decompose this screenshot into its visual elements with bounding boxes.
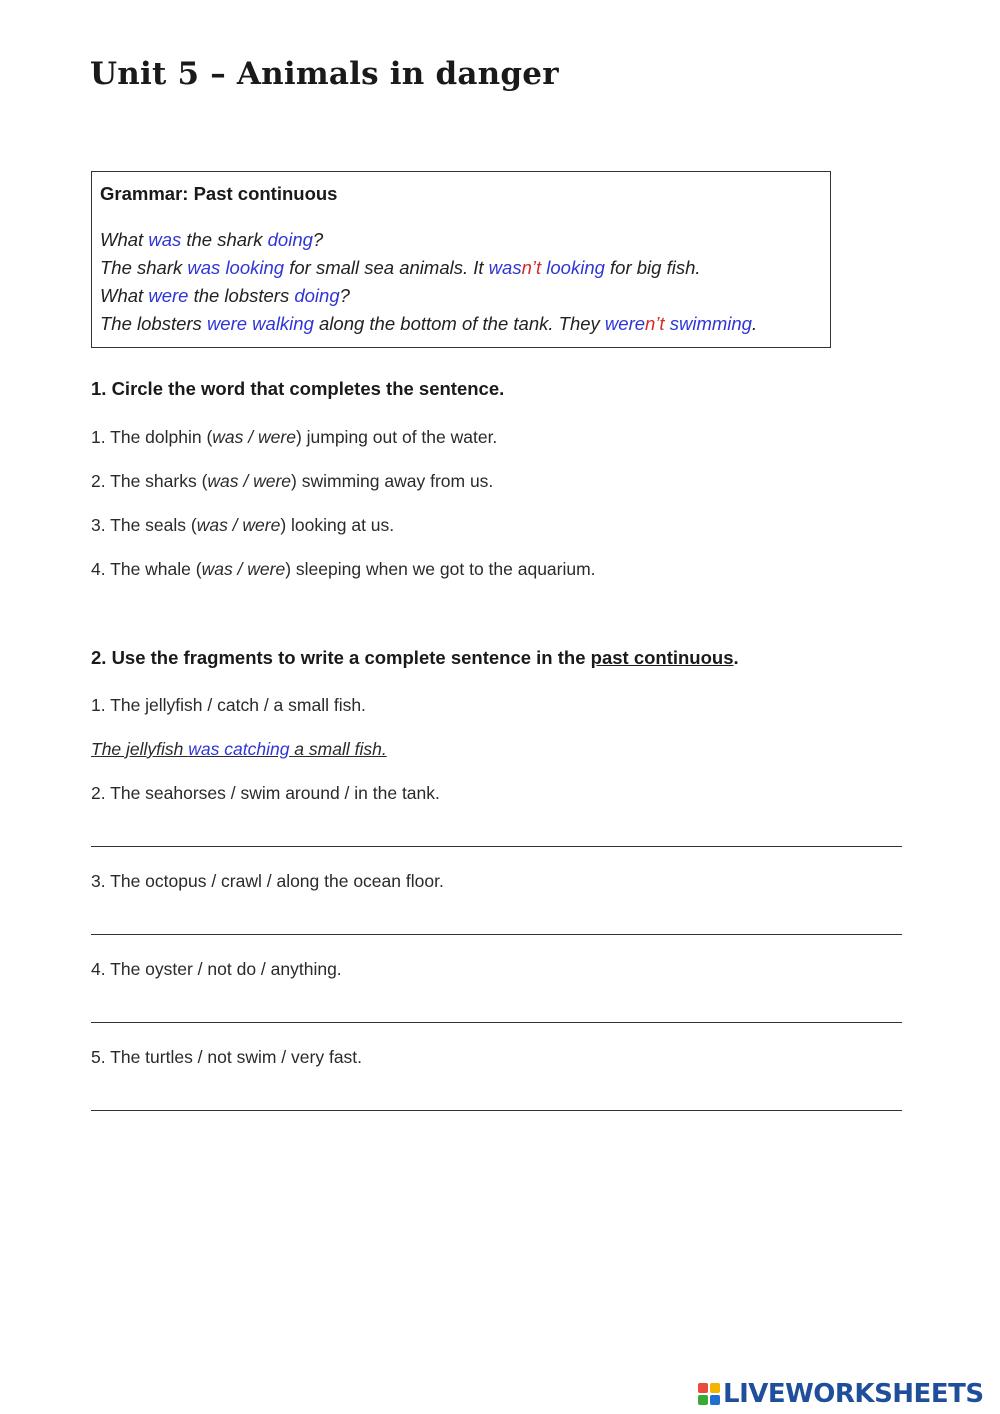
example-text: ? [339,285,350,306]
highlight-verb: doing [267,229,313,250]
example-text: along the bottom of the tank. They [313,313,605,334]
example-text: What [100,285,149,306]
fragment-prompt: 3. The octopus / crawl / along the ocean floor. [91,871,444,891]
logo-text: LIVEWORKSHEETS [723,1379,984,1409]
word-choice[interactable]: was / were [196,515,281,535]
answer-line[interactable] [91,846,902,847]
circle-item [91,515,394,536]
highlight-negation: n’t [521,257,542,278]
item-text-after: ) looking at us. [280,515,395,535]
answer-line[interactable] [91,1110,902,1111]
grammar-example-line [100,257,701,279]
grammar-example-line [100,285,350,307]
highlight-verb: was looking [187,257,285,278]
item-text-after: ) swimming away from us. [291,471,494,491]
item-text-after: ) sleeping when we got to the aquarium. [285,559,596,579]
highlight-verb: were walking [206,313,314,334]
circle-item [91,427,497,448]
section-2-heading-emphasis: past continuous [590,647,734,668]
example-answer-start: The jellyfish [91,739,189,759]
example-answer [91,739,387,760]
item-text-before: 4. The whale ( [91,559,202,579]
word-choice[interactable]: was / were [207,471,292,491]
fragment-prompt-example: 1. The jellyfish / catch / a small fish. [91,695,366,715]
highlight-verb: were [604,313,646,334]
highlight-verb: swimming [664,313,752,334]
highlight-verb: looking [541,257,605,278]
section-2-heading-end: . [733,647,739,668]
example-text: What [100,229,149,250]
highlight-verb: was [488,257,522,278]
example-text: . [751,313,758,334]
example-text: the lobsters [188,285,295,306]
example-answer-end: a small fish. [289,739,387,759]
grammar-box [91,171,831,348]
example-text: The shark [100,257,188,278]
item-text-before: 3. The seals ( [91,515,197,535]
example-text: for small sea animals. It [284,257,489,278]
liveworksheets-logo-icon [698,1383,720,1405]
fragment-prompt: 5. The turtles / not swim / very fast. [91,1047,363,1067]
circle-item [91,559,596,580]
page-title: Unit 5 – Animals in danger [90,56,559,92]
fragment-prompt: 2. The seahorses / swim around / in the tank. [91,783,440,803]
answer-line[interactable] [91,1022,902,1023]
item-text-before: 2. The sharks ( [91,471,208,491]
section-2-heading [91,647,739,669]
section-2-heading-text: 2. Use the fragments to write a complete sentence in the [91,647,591,668]
item-text-before: 1. The dolphin ( [91,427,213,447]
item-text-after: ) jumping out of the water. [295,427,498,447]
section-1-heading: 1. Circle the word that completes the sentence. [91,378,505,399]
example-text: ? [312,229,324,250]
grammar-example-line [100,229,323,251]
example-text: the shark [181,229,268,250]
circle-item [91,471,493,492]
grammar-example-line [100,313,757,335]
highlight-negation: n’t [645,313,665,334]
highlight-verb: were [148,285,189,306]
word-choice[interactable]: was / were [212,427,296,447]
answer-line[interactable] [91,934,902,935]
fragment-prompt: 4. The oyster / not do / anything. [91,959,342,979]
example-text: for big fish. [604,257,701,278]
example-answer-verb: was catching [188,739,290,759]
liveworksheets-logo[interactable] [698,1377,984,1411]
example-text: The lobsters [100,313,207,334]
highlight-verb: doing [294,285,340,306]
highlight-verb: was [148,229,182,250]
grammar-heading: Grammar: Past continuous [100,183,338,204]
word-choice[interactable]: was / were [201,559,286,579]
